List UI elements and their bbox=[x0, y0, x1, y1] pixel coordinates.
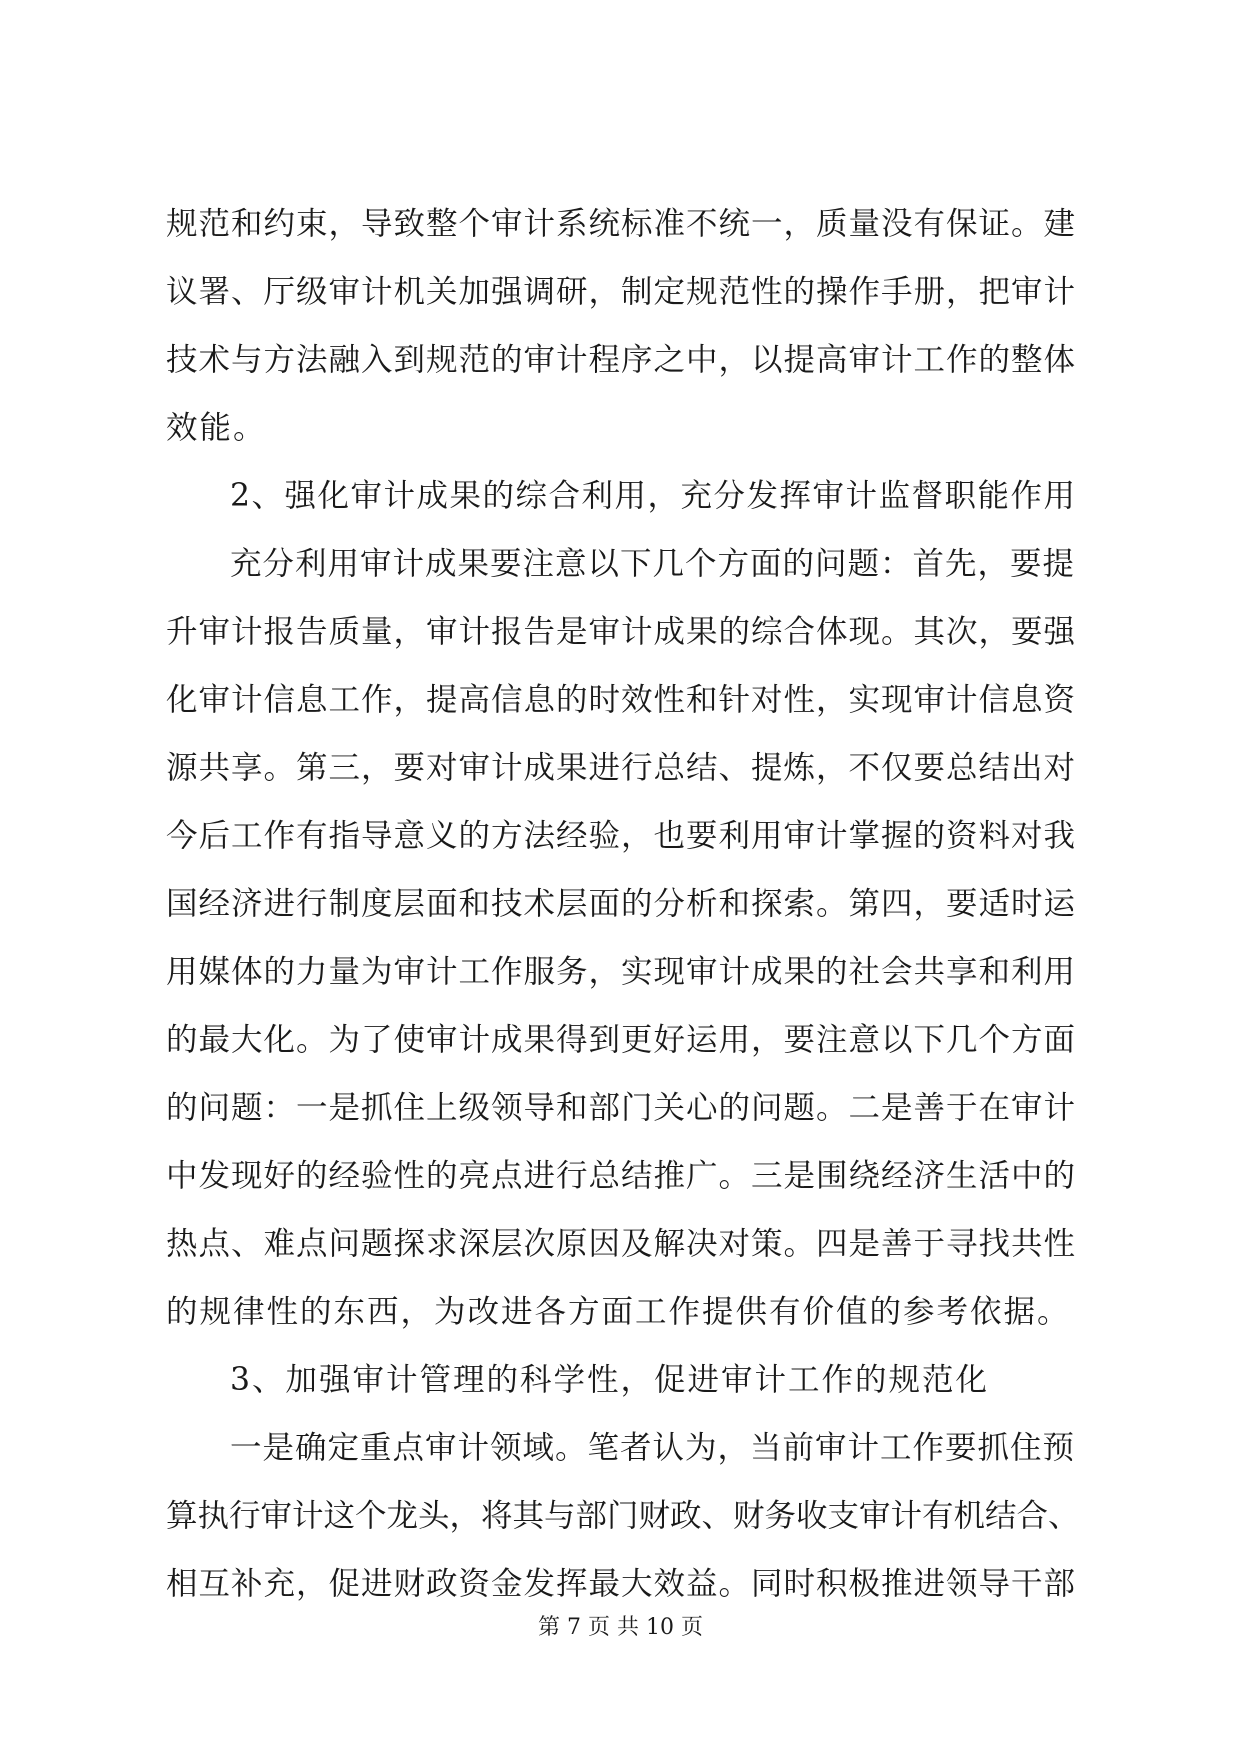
body-line: 用媒体的力量为审计工作服务，实现审计成果的社会共享和利用 bbox=[166, 954, 1077, 990]
body-line: 的规律性的东西，为改进各方面工作提供有价值的参考依据。 bbox=[166, 1294, 1071, 1330]
body-line: 升审计报告质量，审计报告是审计成果的综合体现。其次，要强 bbox=[166, 614, 1077, 650]
page-number-footer: 第 7 页 共 10 页 bbox=[538, 1615, 703, 1640]
body-line: 化审计信息工作，提高信息的时效性和针对性，实现审计信息资 bbox=[166, 682, 1077, 718]
body-line: 算执行审计这个龙头，将其与部门财政、财务收支审计有机结合、 bbox=[166, 1498, 1080, 1534]
body-line: 国经济进行制度层面和技术层面的分析和探索。第四，要适时运 bbox=[166, 886, 1077, 922]
body-line: 相互补充，促进财政资金发挥最大效益。同时积极推进领导干部 bbox=[166, 1566, 1077, 1602]
body-line: 的问题：一是抓住上级领导和部门关心的问题。二是善于在审计 bbox=[166, 1090, 1077, 1126]
body-line: 技术与方法融入到规范的审计程序之中，以提高审计工作的整体 bbox=[166, 342, 1077, 378]
body-line: 效能。 bbox=[166, 410, 267, 446]
body-line: 的最大化。为了使审计成果得到更好运用，要注意以下几个方面 bbox=[166, 1022, 1077, 1058]
body-line: 今后工作有指导意义的方法经验，也要利用审计掌握的资料对我 bbox=[166, 818, 1077, 854]
body-line: 充分利用审计成果要注意以下几个方面的问题：首先，要提 bbox=[230, 546, 1076, 582]
body-line: 热点、难点问题探求深层次原因及解决对策。四是善于寻找共性 bbox=[166, 1226, 1077, 1262]
body-line: 中发现好的经验性的亮点进行总结推广。三是围绕经济生活中的 bbox=[166, 1158, 1077, 1194]
section-heading: 2、强化审计成果的综合利用，充分发挥审计监督职能作用 bbox=[230, 478, 1077, 514]
section-heading: 3、加强审计管理的科学性，促进审计工作的规范化 bbox=[230, 1362, 990, 1398]
body-line: 一是确定重点审计领域。笔者认为，当前审计工作要抓住预 bbox=[230, 1430, 1076, 1466]
body-line: 规范和约束，导致整个审计系统标准不统一，质量没有保证。建 bbox=[166, 206, 1077, 242]
body-line: 源共享。第三，要对审计成果进行总结、提炼，不仅要总结出对 bbox=[166, 750, 1077, 786]
body-line: 议署、厅级审计机关加强调研，制定规范性的操作手册，把审计 bbox=[166, 274, 1077, 310]
